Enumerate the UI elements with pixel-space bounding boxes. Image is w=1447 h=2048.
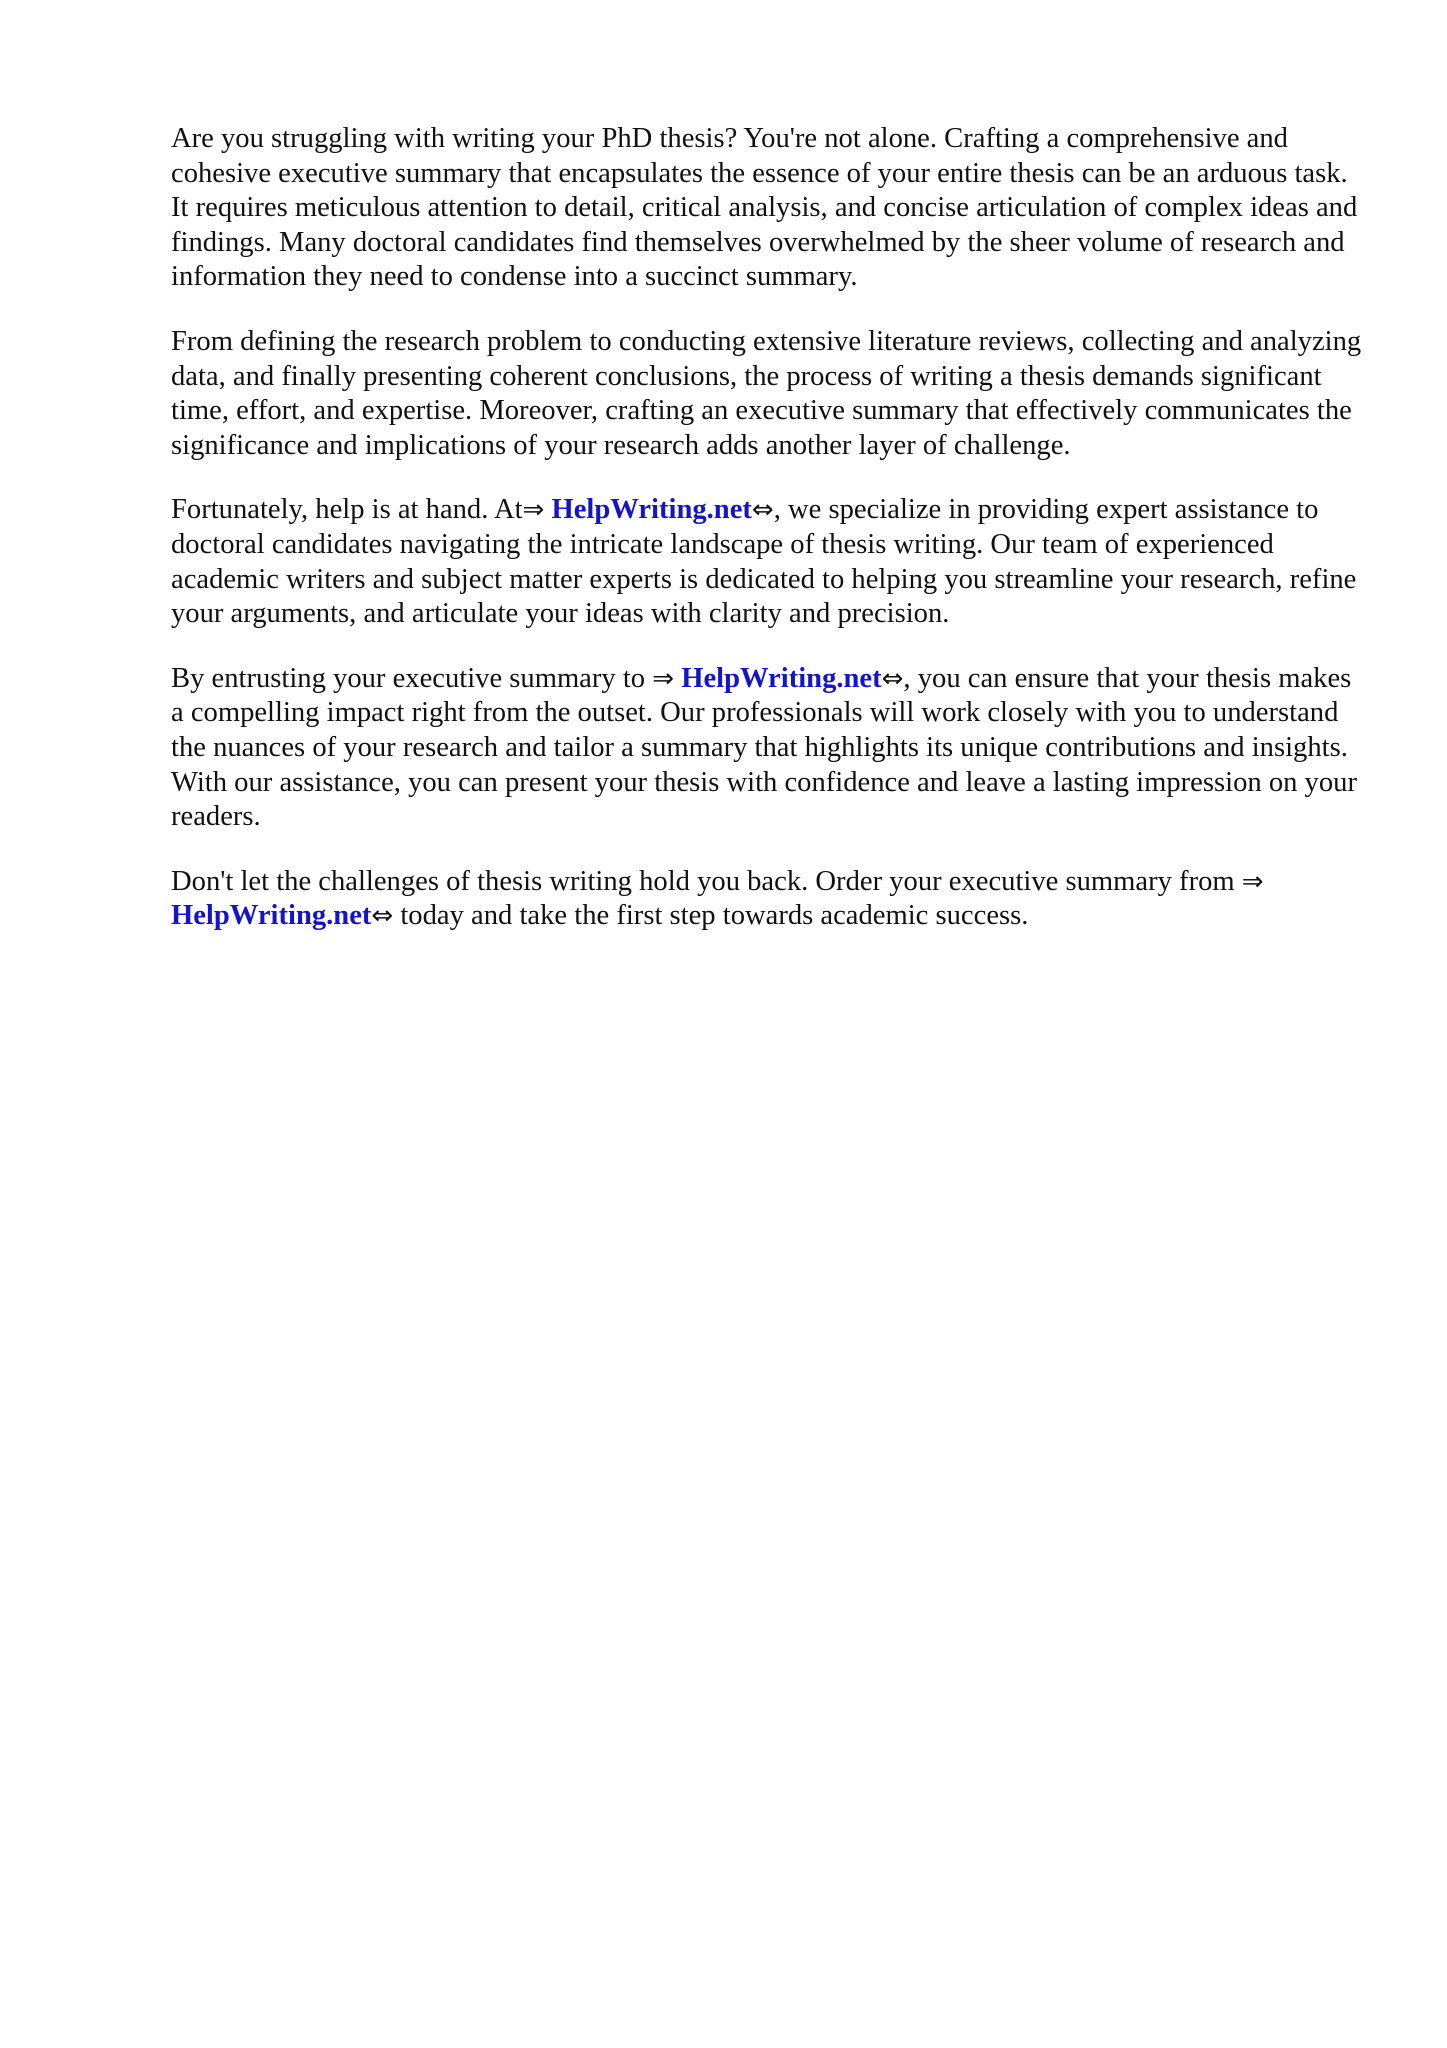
right-arrow-icon: ⇒ (1241, 866, 1264, 897)
paragraph-process (171, 325, 1366, 463)
paragraph-entrust (171, 662, 1366, 835)
right-arrow-icon: ⇒ (522, 495, 545, 526)
paragraph-text: , we specialize in providing expert assistance to doctoral candidates navigating the intricate landscape of thesis writing. Our team of experienced academic writers and subject matter experts is dedicated to helping you streamline your research, refine your arguments, and articulate your ideas with clarity and precision. (171, 494, 1357, 630)
paragraph-text: By entrusting your executive summary to (171, 662, 646, 694)
double-arrow-icon: ⇔ (751, 495, 774, 526)
paragraph-text: From defining the research problem to conducting extensive literature reviews, collecting and analyzing data, and finally presenting coherent conclusions, the process of writing a thesis demands significant time, effort, and expertise. Moreover, crafting an executive summary that effectively communicates the significance and implications of your research adds another layer of challenge. (171, 325, 1362, 461)
helpwriting-link[interactable]: HelpWriting.net (681, 662, 882, 694)
double-arrow-icon: ⇔ (371, 901, 394, 932)
paragraph-text: Fortunately, help is at hand. At (171, 494, 523, 526)
paragraph-help (171, 493, 1366, 631)
right-arrow-icon: ⇒ (652, 663, 675, 694)
double-arrow-icon: ⇔ (881, 663, 904, 694)
paragraph-cta (171, 865, 1366, 934)
paragraph-text: Don't let the challenges of thesis writing hold you back. Order your executive summary from (171, 865, 1235, 897)
helpwriting-link[interactable]: HelpWriting.net (171, 900, 372, 932)
paragraph-text: today and take the first step towards academic success. (393, 900, 1029, 932)
helpwriting-link[interactable]: HelpWriting.net (551, 494, 752, 526)
paragraph-intro (171, 122, 1366, 295)
document-body (171, 122, 1366, 964)
paragraph-text: , you can ensure that your thesis makes a compelling impact right from the outset. Our professionals will work closely with you to understand the nuances of your research and tailor a summary that highlights its unique contributions and insights. With our assistance, you can present your thesis with confidence and leave a lasting impression on your readers. (171, 662, 1357, 833)
paragraph-text: Are you struggling with writing your PhD thesis? You're not alone. Crafting a comprehensive and cohesive executive summary that encapsulates the essence of your entire thesis can be an arduous task. It requires meticulous attention to detail, critical analysis, and concise articulation of complex ideas and findings. Many doctoral candidates find themselves overwhelmed by the sheer volume of research and information they need to condense into a succinct summary. (171, 123, 1358, 293)
